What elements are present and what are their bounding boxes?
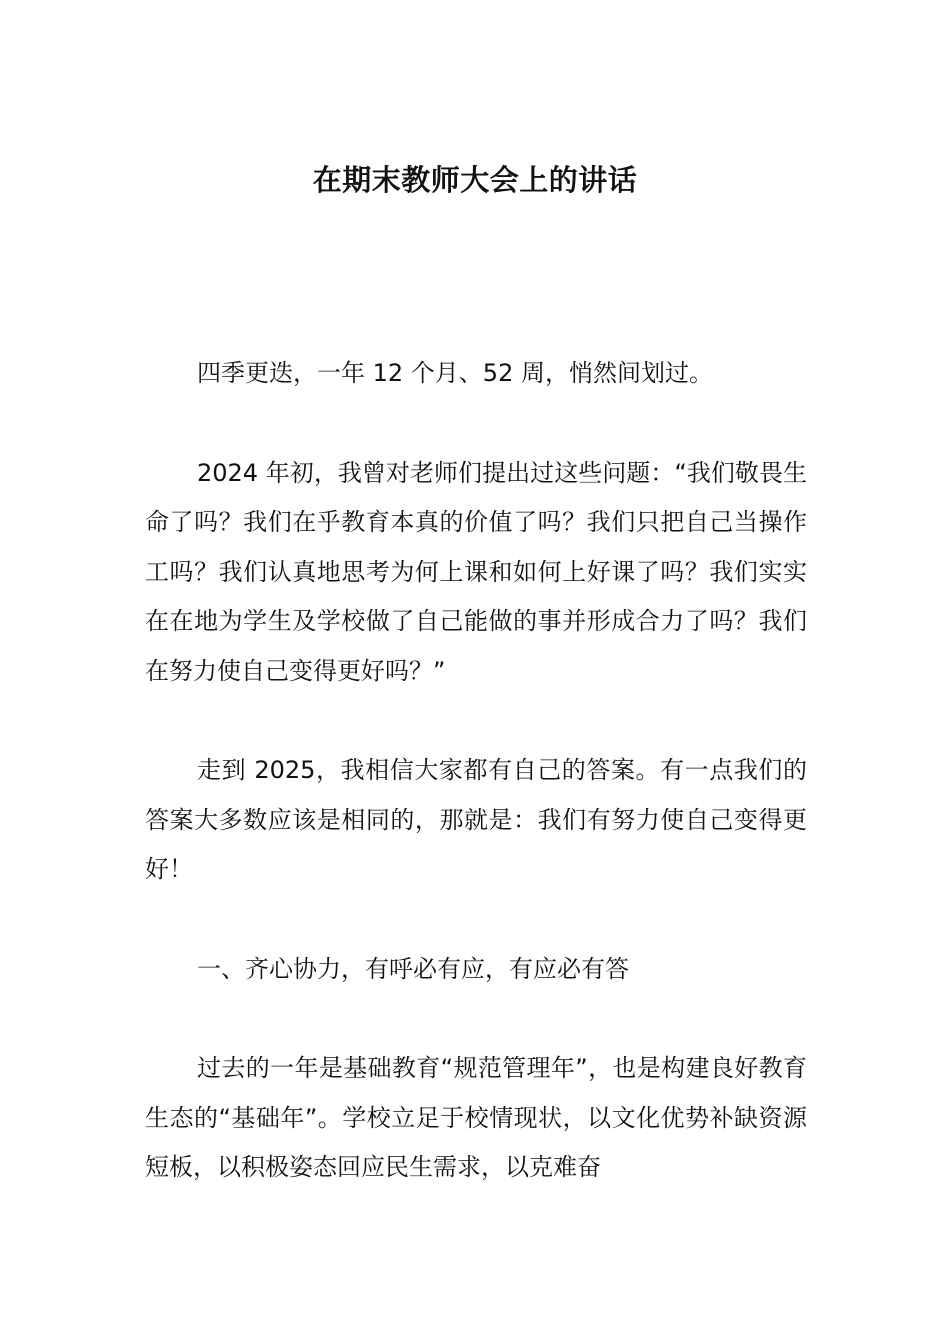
section-heading-1: 一、齐心协力，有呼必有应，有应必有答 <box>197 954 629 983</box>
paragraph-questions: 2024 年初，我曾对老师们提出过这些问题：“我们敬畏生命了吗？我们在乎教育本真的价值了吗？我们只把自己当操作工吗？我们认真地思考为何上课和如何上好课了吗？我们实实在在地为学生及学校做了自己能做的事并形成合力了吗？我们在努力使自己变得更好吗？” <box>145 458 807 685</box>
paragraph-answer: 走到 2025，我相信大家都有自己的答案。有一点我们的答案大多数应该是相同的，那就是：我们有努力使自己变得更好！ <box>145 756 807 883</box>
document-title: 在期末教师大会上的讲话 <box>312 163 638 197</box>
document-body <box>145 349 807 1243</box>
paragraph-past-year: 过去的一年是基础教育“规范管理年”，也是构建良好教育生态的“基础年”。学校立足于校情现状，以文化优势补缺资源短板，以积极姿态回应民生需求，以克难奋 <box>145 1054 807 1181</box>
paragraph-intro: 四季更迭，一年 12 个月、52 周，悄然间划过。 <box>197 359 713 387</box>
